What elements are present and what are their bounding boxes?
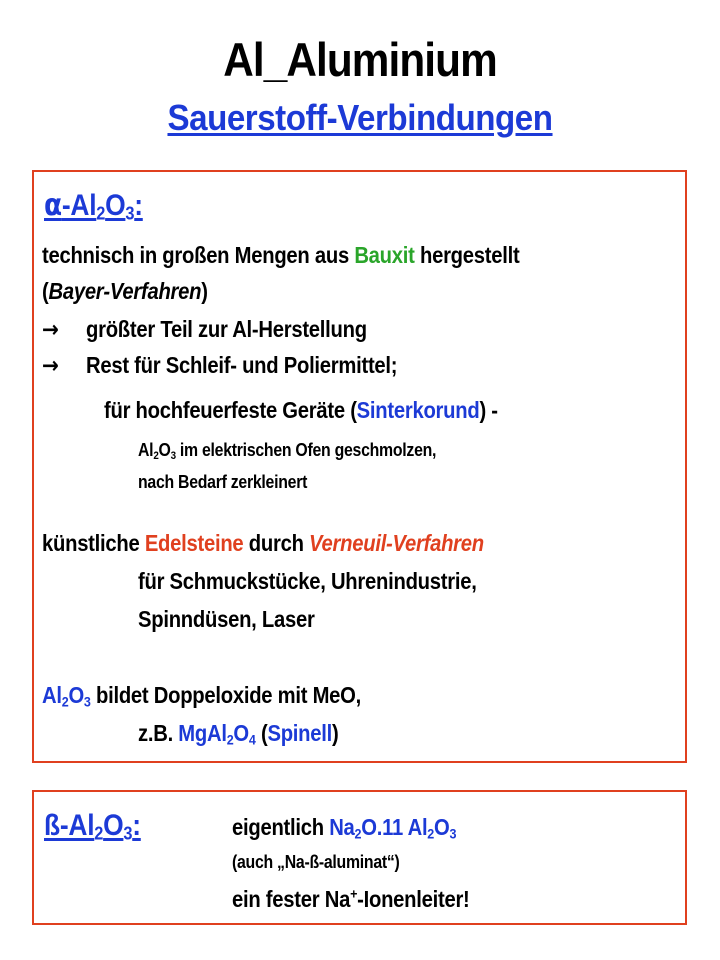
formula-part: O: [68, 682, 84, 708]
sub: 2: [94, 822, 104, 844]
sub: 2: [153, 449, 159, 462]
beta-line-1: [232, 812, 456, 842]
alpha-formula-part: -Al: [61, 189, 97, 222]
sub: 3: [123, 822, 133, 844]
formula-part: Al: [42, 682, 62, 708]
beta-line-3: [232, 884, 470, 914]
sub: 3: [83, 694, 91, 711]
sub: 3: [449, 826, 457, 843]
alpha-line-7: [42, 680, 361, 710]
text: eigentlich: [232, 814, 330, 840]
alpha-heading: [44, 188, 143, 224]
alpha-symbol: α: [44, 188, 62, 223]
text: ): [201, 278, 208, 304]
text: durch: [243, 530, 310, 556]
alpha-formula-colon: :: [134, 189, 143, 222]
spinell-term: Spinell: [267, 720, 332, 746]
sinterkorund-term: Sinterkorund: [356, 397, 480, 423]
text: im elektrischen Ofen geschmolzen,: [175, 440, 437, 460]
text: (: [255, 720, 268, 746]
edelsteine-term: Edelsteine: [144, 530, 244, 556]
text: künstliche: [42, 530, 145, 556]
alpha-line-5: für Schmuckstücke, Uhrenindustrie,: [138, 568, 477, 594]
page-title: Al_Aluminium: [223, 33, 497, 86]
alpha-bullet-1: [42, 314, 367, 345]
text: -Ionenleiter!: [357, 886, 470, 912]
sub: 2: [427, 826, 435, 843]
text: z.B.: [138, 720, 179, 746]
formula-part: O: [434, 814, 450, 840]
sub: 2: [354, 826, 362, 843]
alpha-formula-sub: 3: [125, 202, 135, 224]
beta-line-2: (auch „Na-ß-aluminat“): [232, 852, 400, 872]
sub: 2: [226, 732, 234, 749]
alpha-line-3: [104, 395, 498, 425]
alpha-bullet-2: [42, 350, 397, 381]
formula-colon: :: [132, 809, 141, 842]
text: (: [42, 278, 49, 304]
alpha-formula-part: O: [105, 189, 126, 222]
text: hergestellt: [414, 242, 520, 268]
text: bildet Doppeloxide mit MeO,: [90, 682, 362, 708]
text: ein fester Na: [232, 886, 351, 912]
alpha-line-4: [42, 528, 484, 558]
formula-part: O: [233, 720, 249, 746]
text: O: [158, 440, 171, 460]
alpha-small-1: [138, 438, 436, 462]
bayer-term: Bayer-Verfahren: [48, 278, 202, 304]
sub: 4: [248, 732, 256, 749]
formula-part: Na: [329, 814, 355, 840]
formula-part: O: [103, 809, 124, 842]
arrow-right-icon: →: [42, 353, 59, 379]
text: Al: [138, 440, 154, 460]
formula-part: ß-Al: [44, 809, 95, 842]
sup: +: [350, 886, 358, 903]
alpha-line-8: [138, 718, 338, 748]
page-subtitle: Sauerstoff-Verbindungen: [167, 97, 553, 138]
text: für hochfeuerfeste Geräte (: [104, 397, 357, 423]
verneuil-term: Verneuil-Verfahren: [309, 530, 484, 556]
formula-part: O.11 Al: [361, 814, 428, 840]
text: ) -: [479, 397, 498, 423]
alpha-line-2: [42, 276, 208, 306]
formula-part: MgAl: [178, 720, 227, 746]
alpha-line-1: [42, 240, 519, 270]
text: Rest für Schleif- und Poliermittel;: [86, 352, 398, 378]
alpha-line-6: Spinndüsen, Laser: [138, 606, 315, 632]
arrow-right-icon: →: [42, 317, 59, 343]
text: technisch in großen Mengen aus: [42, 242, 355, 268]
text: größter Teil zur Al-Herstellung: [86, 316, 367, 342]
beta-heading: [44, 808, 141, 844]
text: ): [331, 720, 339, 746]
sub: 2: [61, 694, 69, 711]
sub: 3: [170, 449, 176, 462]
alpha-small-2: nach Bedarf zerkleinert: [138, 472, 308, 492]
alpha-formula-sub: 2: [96, 202, 106, 224]
bauxit-term: Bauxit: [354, 242, 415, 268]
